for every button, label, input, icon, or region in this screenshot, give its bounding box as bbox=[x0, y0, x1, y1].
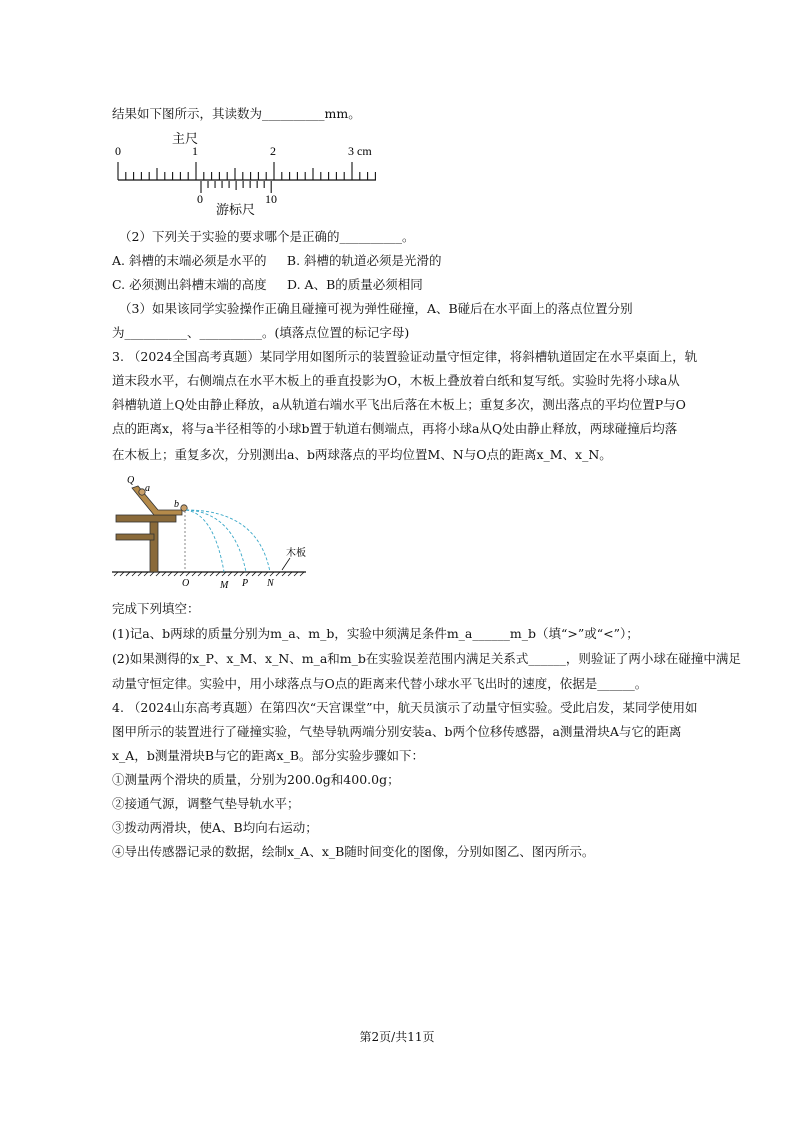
problem-3-line-3: 斜槽轨道上Q处由静止释放，a从轨道右端水平飞出后落在木板上；重复多次，测出落点的平均位置P与O bbox=[112, 397, 686, 412]
question-2-prompt: （2）下列关于实验的要求哪个是正确的__________。 bbox=[119, 229, 415, 244]
table-crossbar bbox=[116, 534, 154, 540]
problem-4-line-1: 4. （2024山东高考真题）在第四次“天宫课堂”中，航天员演示了动量守恒实验。受此启发，某同学使用如 bbox=[112, 700, 698, 715]
label-a: a bbox=[145, 483, 150, 494]
vernier-caliper-figure bbox=[108, 130, 393, 220]
page-footer: 第2页/共11页 bbox=[359, 1030, 435, 1044]
fill-in-2-line-2: 动量守恒定律。实验中，用小球落点与O点的距离来代替小球水平飞出时的速度，依据是______。 bbox=[112, 676, 648, 691]
label-O: O bbox=[182, 578, 190, 589]
label-M: M bbox=[220, 580, 229, 591]
main-scale-ticks bbox=[118, 162, 375, 180]
vernier-scale-ticks bbox=[201, 181, 271, 193]
fill-in-1: (1)记a、b两球的质量分别为m_a、m_b，实验中须满足条件m_a______m_b（填“>”或“<”）； bbox=[112, 626, 639, 641]
problem-3-line-2: 道末段水平，右侧端点在水平木板上的垂直投影为O，木板上叠放着白纸和复写纸。实验时先将小球a从 bbox=[112, 373, 680, 388]
vernier-scale-label: 游标尺 bbox=[216, 202, 256, 217]
fill-in-heading: 完成下列填空： bbox=[112, 601, 200, 616]
label-N: N bbox=[267, 578, 274, 589]
table-leg bbox=[150, 522, 158, 572]
label-P: P bbox=[242, 578, 249, 589]
main-tick-3: 3 cm bbox=[348, 144, 372, 158]
step-1: ①测量两个滑块的质量，分别为200.0g和400.0g； bbox=[112, 772, 400, 787]
main-tick-2: 2 bbox=[270, 144, 276, 158]
step-3: ③拨动两滑块，使A、B均向右运动； bbox=[112, 820, 318, 835]
vernier-tick-0: 0 bbox=[197, 192, 203, 206]
label-b: b bbox=[174, 499, 179, 510]
label-Q: Q bbox=[127, 475, 135, 486]
collision-setup-figure bbox=[110, 470, 310, 592]
problem-3-line-4: 点的距离x，将与a半径相等的小球b置于轨道右侧端点，再将小球a从Q处由静止释放，两球碰撞后均落 bbox=[112, 421, 678, 436]
board-pointer bbox=[282, 558, 290, 570]
trajectory-M bbox=[186, 510, 224, 572]
question-3-line-1: （3）如果该同学实验操作正确且碰撞可视为弹性碰撞，A、B碰后在水平面上的落点位置分别 bbox=[119, 301, 633, 316]
table-top bbox=[116, 515, 176, 522]
problem-4-line-2: 图甲所示的装置进行了碰撞实验，气垫导轨两端分别安装a、b两个位移传感器，a测量滑块A与它的距离 bbox=[112, 724, 682, 739]
fill-in-2-line-1: (2)如果测得的x_P、x_M、x_N、m_a和m_b在实验误差范围内满足关系式______，则验证了两小球在碰撞中满足 bbox=[112, 651, 741, 666]
label-board: 木板 bbox=[286, 548, 306, 559]
line-reading-result: 结果如下图所示，其读数为__________mm。 bbox=[112, 106, 361, 121]
question-2-options-cd: C. 必须测出斜槽末端的高度 D. A、B的质量必须相同 bbox=[112, 277, 423, 292]
main-tick-1: 1 bbox=[192, 144, 198, 158]
step-4: ④导出传感器记录的数据，绘制x_A、x_B随时间变化的图像，分别如图乙、图丙所示。 bbox=[112, 844, 595, 859]
vernier-tick-10: 10 bbox=[265, 192, 277, 206]
main-scale-label: 主尺 bbox=[172, 131, 199, 146]
main-tick-0: 0 bbox=[115, 144, 121, 158]
trajectory-N bbox=[186, 510, 270, 572]
problem-3-line-1: 3. （2024全国高考真题）某同学用如图所示的装置验证动量守恒定律，将斜槽轨道固定在水平桌面上，轨 bbox=[112, 349, 698, 364]
step-2: ②接通气源，调整气垫导轨水平； bbox=[112, 796, 300, 811]
question-3-line-2: 为__________、__________。(填落点位置的标记字母) bbox=[112, 325, 410, 340]
question-2-options-ab: A. 斜槽的末端必须是水平的 B. 斜槽的轨道必须是光滑的 bbox=[112, 253, 442, 268]
problem-3-line-5: 在木板上；重复多次，分别测出a、b两球落点的平均位置M、N与O点的距离x_M、x_N。 bbox=[112, 447, 612, 462]
problem-4-line-3: x_A，b测量滑块B与它的距离x_B。部分实验步骤如下： bbox=[112, 748, 425, 763]
